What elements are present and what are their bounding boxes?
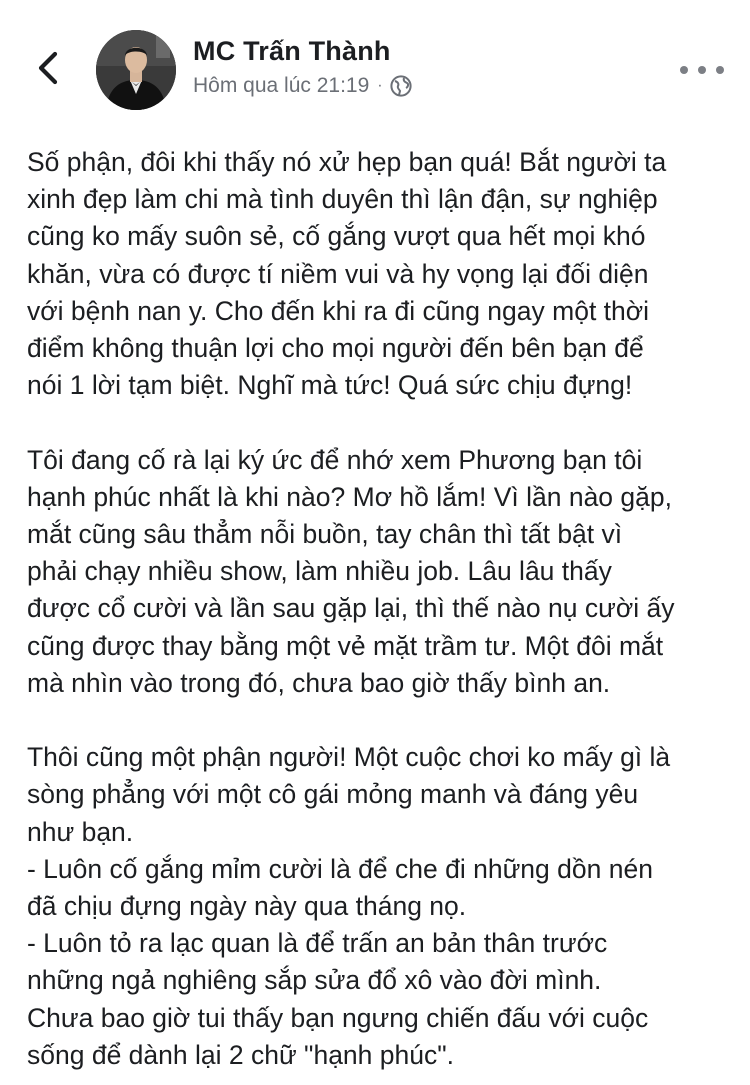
avatar[interactable] — [96, 30, 176, 110]
post-line: được cổ cười và lần sau gặp lại, thì thế nào nụ cười ấy — [27, 593, 675, 624]
post-line: nói 1 lời tạm biệt. Nghĩ mà tức! Quá sức chịu đựng! — [27, 370, 633, 401]
more-options-button[interactable] — [680, 56, 724, 84]
post-line: - Luôn cố gắng mỉm cười là để che đi những dồn nén — [27, 853, 653, 884]
post-line: sống để dành lại 2 chữ "hạnh phúc". — [27, 1039, 455, 1070]
post-line: như bạn. — [27, 816, 134, 847]
post-paragraph — [27, 144, 737, 404]
post-timestamp[interactable]: Hôm qua lúc 21:19 — [193, 74, 370, 97]
post-line: khăn, vừa có được tí niềm vui và hy vọng lại đối diện — [27, 258, 649, 289]
post-header — [0, 0, 750, 120]
post-paragraph — [27, 739, 737, 1074]
more-dot — [716, 66, 724, 74]
avatar-photo — [96, 30, 176, 110]
post-line: điểm không thuận lợi cho mọi người đến bên bạn để — [27, 333, 644, 364]
back-button[interactable] — [28, 48, 68, 88]
more-dot — [698, 66, 706, 74]
post-line: mà nhìn vào trong đó, chưa bao giờ thấy bình an. — [27, 667, 611, 698]
post-line: - Luôn tỏ ra lạc quan là để trấn an bản thân trước — [27, 928, 608, 959]
post-line: hạnh phúc nhất là khi nào? Mơ hồ lắm! Vì lần nào gặp, — [27, 481, 672, 512]
post-line: Thôi cũng một phận người! Một cuộc chơi ko mấy gì là — [27, 742, 671, 773]
paragraph-gap — [27, 404, 737, 441]
post-meta — [193, 74, 412, 98]
meta-separator: · — [377, 77, 383, 94]
globe-icon[interactable] — [390, 75, 412, 97]
paragraph-gap — [27, 702, 737, 739]
post-line: phải chạy nhiều show, làm nhiều job. Lâu lâu thấy — [27, 556, 612, 587]
more-dot — [680, 66, 688, 74]
post-line: cũng được thay bằng một vẻ mặt trầm tư. Một đôi mắt — [27, 630, 664, 661]
post-line: Chưa bao giờ tui thấy bạn ngưng chiến đấu với cuộc — [27, 1002, 649, 1033]
post-line: sòng phẳng với một cô gái mỏng manh và đáng yêu — [27, 779, 639, 810]
author-name[interactable]: MC Trấn Thành — [193, 36, 391, 66]
post-line: mắt cũng sâu thẳm nỗi buồn, tay chân thì tất bật vì — [27, 519, 623, 550]
post-line: cũng ko mấy suôn sẻ, cố gắng vượt qua hết mọi khó — [27, 221, 646, 252]
post-paragraph — [27, 442, 737, 702]
post-line: Số phận, đôi khi thấy nó xử hẹp bạn quá! Bắt người ta — [27, 147, 667, 177]
chevron-left-icon — [36, 51, 60, 85]
post-line: đã chịu đựng ngày này qua tháng nọ. — [27, 891, 467, 922]
post-line: xinh đẹp làm chi mà tình duyên thì lận đận, sự nghiệp — [27, 184, 658, 215]
post-body — [27, 144, 737, 1074]
post-line: Tôi đang cố rà lại ký ức để nhớ xem Phương bạn tôi — [27, 444, 643, 475]
post-line: những ngả nghiêng sắp sửa đổ xô vào đời mình. — [27, 965, 602, 996]
bottom-edge — [0, 1072, 750, 1085]
post-line: với bệnh nan y. Cho đến khi ra đi cũng ngay một thời — [27, 295, 650, 326]
